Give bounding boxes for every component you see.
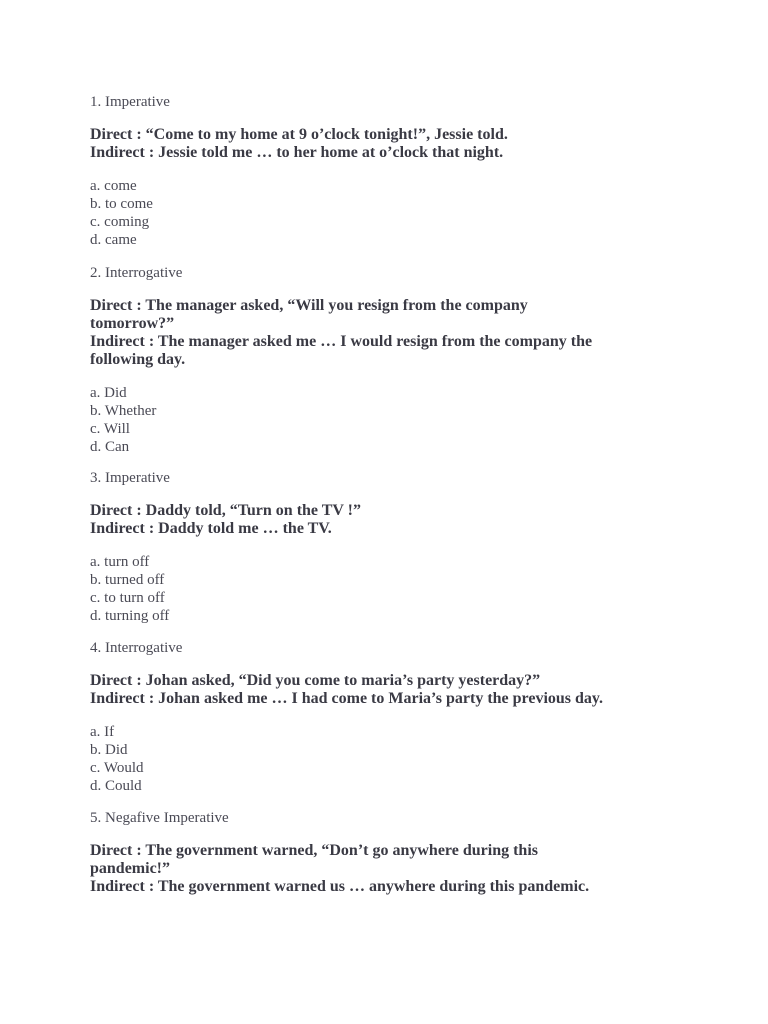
option-b: b. Did bbox=[90, 742, 128, 758]
question-heading: 5. Negafive Imperative bbox=[90, 810, 229, 826]
direct-sentence: Direct : The government warned, “Don’t go anywhere during this bbox=[90, 842, 538, 859]
indirect-sentence-cont: following day. bbox=[90, 351, 186, 368]
option-list bbox=[90, 384, 680, 456]
question-heading: 2. Interrogative bbox=[90, 265, 183, 281]
question-1 bbox=[90, 93, 680, 249]
question-4 bbox=[90, 639, 680, 795]
option-c: c. Would bbox=[90, 760, 144, 776]
question-5 bbox=[90, 809, 680, 896]
indirect-sentence: Indirect : The manager asked me … I would resign from the company the bbox=[90, 333, 593, 350]
option-list bbox=[90, 553, 680, 625]
direct-sentence: Direct : The manager asked, “Will you resign from the company bbox=[90, 297, 528, 314]
option-d: d. came bbox=[90, 232, 137, 248]
direct-sentence-cont: tomorrow?” bbox=[90, 315, 175, 332]
option-c: c. coming bbox=[90, 214, 150, 230]
indirect-sentence: Indirect : The government warned us … anywhere during this pandemic. bbox=[90, 878, 590, 895]
question-heading: 4. Interrogative bbox=[90, 640, 183, 656]
option-list bbox=[90, 177, 680, 249]
indirect-sentence: Indirect : Johan asked me … I had come to Maria’s party the previous day. bbox=[90, 690, 604, 707]
option-b: b. Whether bbox=[90, 403, 157, 419]
option-d: d. Could bbox=[90, 778, 142, 794]
question-3 bbox=[90, 469, 680, 625]
option-c: c. Will bbox=[90, 421, 130, 437]
option-c: c. to turn off bbox=[90, 590, 165, 606]
option-b: b. to come bbox=[90, 196, 153, 212]
option-a: a. turn off bbox=[90, 554, 150, 570]
indirect-sentence: Indirect : Jessie told me … to her home at o’clock that night. bbox=[90, 144, 504, 161]
question-heading: 3. Imperative bbox=[90, 470, 170, 486]
indirect-sentence: Indirect : Daddy told me … the TV. bbox=[90, 520, 332, 537]
option-d: d. Can bbox=[90, 439, 130, 455]
option-b: b. turned off bbox=[90, 572, 165, 588]
option-list bbox=[90, 723, 680, 795]
direct-sentence: Direct : “Come to my home at 9 o’clock tonight!”, Jessie told. bbox=[90, 126, 508, 143]
option-a: a. If bbox=[90, 724, 115, 740]
question-heading: 1. Imperative bbox=[90, 94, 170, 110]
option-a: a. Did bbox=[90, 385, 127, 401]
question-2 bbox=[90, 264, 680, 456]
option-a: a. come bbox=[90, 178, 137, 194]
direct-sentence-cont: pandemic!” bbox=[90, 860, 170, 877]
direct-sentence: Direct : Johan asked, “Did you come to maria’s party yesterday?” bbox=[90, 672, 541, 689]
option-d: d. turning off bbox=[90, 608, 170, 624]
direct-sentence: Direct : Daddy told, “Turn on the TV !” bbox=[90, 502, 361, 519]
